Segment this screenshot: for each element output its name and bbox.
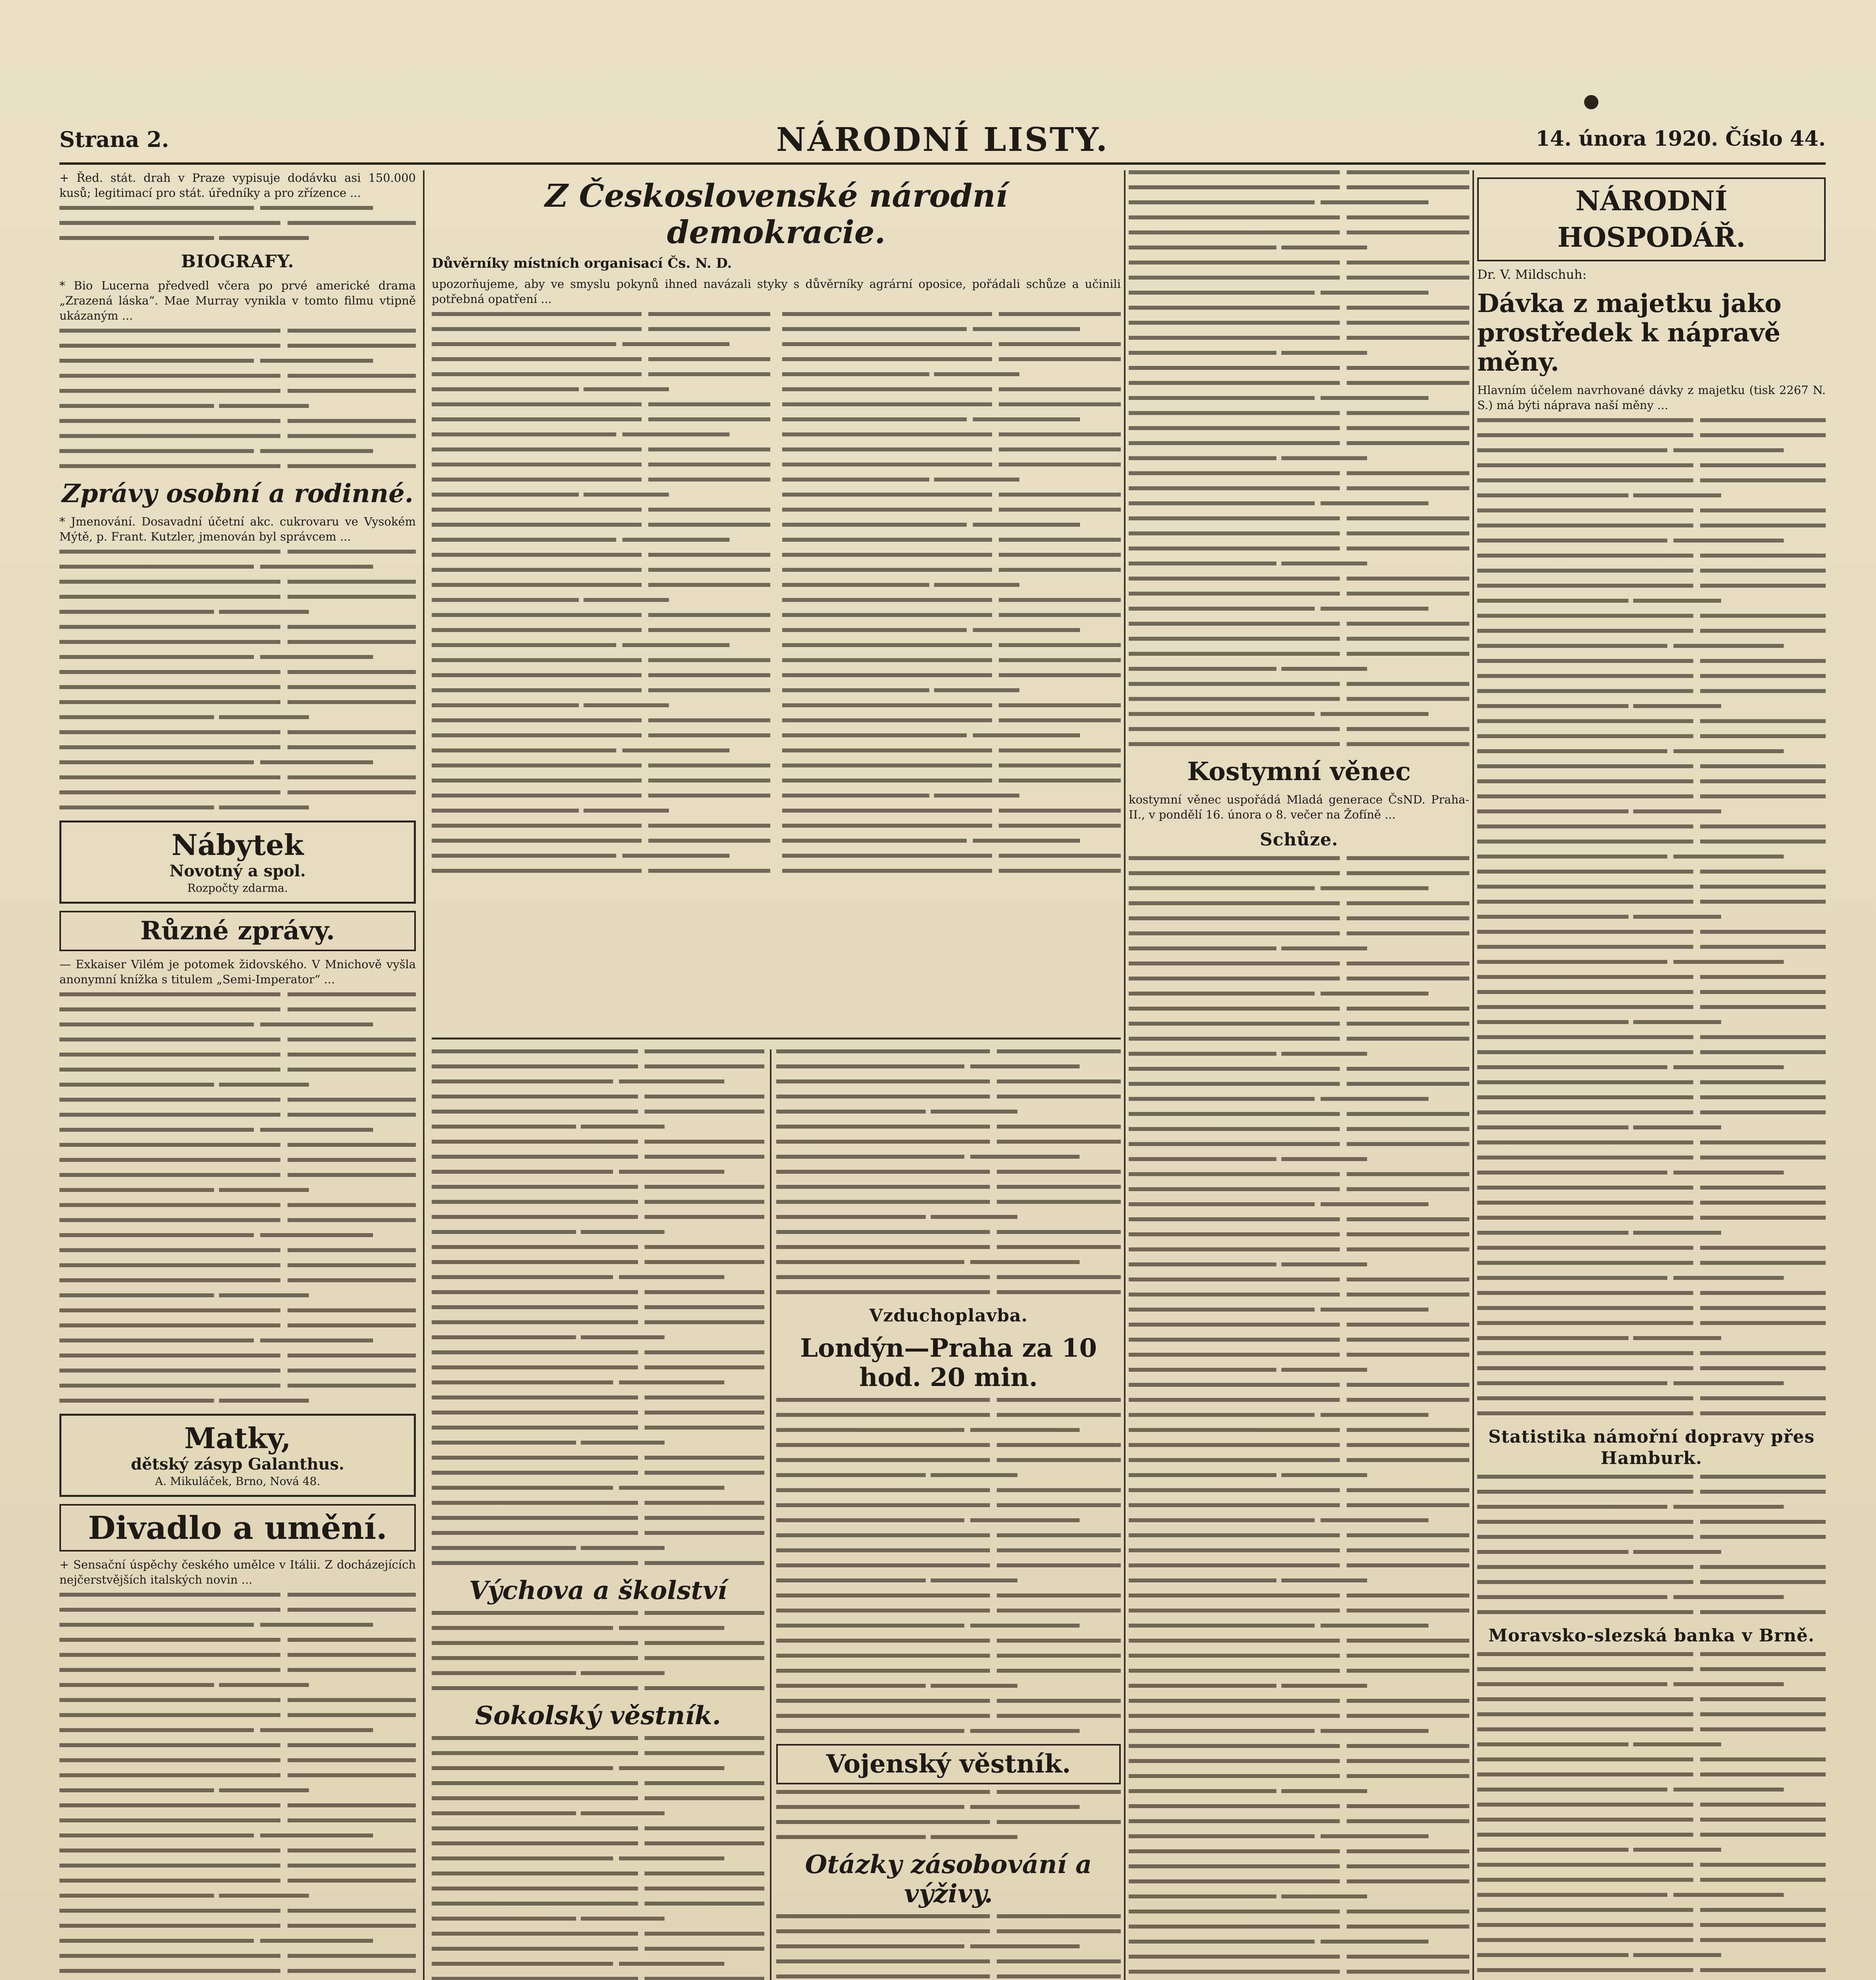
kostymni-venec-text: kostymní věnec uspořádá Mladá generace ČsND. Praha-II., v pondělí 16. února o 8. večer na Žofíně ... [1129,793,1469,821]
article-text: Hlavním účelem navrhované dávky z majetku (tisk 2267 N. S.) má býti náprava naší měny ... [1477,383,1826,412]
advertisement-galanthus [59,1414,416,1497]
ad-address: A. Mikuláček, Brno, Nová 48. [155,1475,320,1488]
issue-date: 14. února 1920. Číslo 44. [1535,127,1826,151]
column-divider [770,1049,771,1980]
section-heading-osobni: Zprávy osobní a rodinné. [62,479,413,508]
ad-company: Novotný a spol. [169,862,306,880]
notice-text: + Řed. stát. drah v Praze vypisuje dodávku asi 150.000 kusů; legitimací pro stát. úředníky a pro zřízence ... [59,171,416,200]
page-number: Strana 2. [59,127,169,152]
ad-product: dětský zásyp Galanthus. [131,1455,345,1474]
column-2-top [432,170,1121,1140]
subheading-vzduchoplavba: Vzduchoplavba. [869,1306,1028,1326]
column-2-lower-left [432,1049,764,1980]
column-4 [1477,170,1826,1980]
biografy-text: * Bio Lucerna předvedl včera po prvé americké drama „Zrazená láska“. Mae Murray vynikla v tomto filmu vtipně ukázaným ... [59,279,416,322]
section-heading-otazky: Otázky zásobování a výživy. [805,1850,1092,1909]
newspaper-title: NÁRODNÍ LISTY. [776,121,1109,159]
column-1 [59,170,416,1980]
demokracie-text: upozorňujeme, aby ve smyslu pokynů ihned navázali styky s důvěrníky agrární oposice, pořádali schůze a učinili potřebná opatření ... [432,277,1121,306]
headline-kostymni-venec: Kostymní věnec [1187,757,1411,786]
section-heading-vojensky: Vojenský věstník. [776,1744,1121,1784]
column-divider [1124,170,1126,1980]
section-heading-vychova: Výchova a školství [469,1576,727,1605]
section-heading-sokol: Sokolský věstník. [475,1701,721,1731]
ad-headline: Nábytek [171,828,304,862]
headline-statistika: Statistika námořní dopravy přes Hamburk. [1488,1427,1815,1468]
ad-note: Rozpočty zdarma. [187,881,288,895]
headline-londyn-praha: Londýn—Praha za 10 hod. 20 min. [800,1333,1097,1392]
headline-moravsko-slezska-banka: Moravsko-slezská banka v Brně. [1488,1626,1815,1646]
ad-headline: Matky, [184,1421,291,1455]
column-divider [423,170,425,1980]
article-author: Dr. V. Mildschuh: [1477,267,1587,282]
osobni-text: * Jmenování. Dosavadní účetní akc. cukrovaru ve Vysokém Mýtě, p. Frant. Kutzler, jmenován byl správcem ... [59,515,416,543]
section-heading-narodni-demokracie: Z Československé národní demokracie. [545,177,1008,251]
section-heading-biografy: BIOGRAFY. [181,251,294,272]
masthead [59,119,1826,165]
advertisement-nabytek [59,821,416,904]
article-title: Dávka z majetku jako prostředek k nápravě měny. [1477,289,1782,377]
column-2-lower-right [776,1049,1121,1980]
column-divider [1472,170,1474,1980]
ink-dot-icon [1584,95,1598,109]
section-heading-ruzne: Různé zprávy. [59,911,416,951]
subheading-schuze: Schůze. [1260,830,1338,850]
subheading-duvernici: Důvěrníky místních organisací Čs. N. D. [432,255,732,271]
ruzne-text: — Exkaiser Vilém je potomek židovského. V Mnichově vyšla anonymní knížka s titulem „Semi-Imperator“ ... [59,958,416,986]
section-heading-narodni-hospodar: NÁRODNÍ HOSPODÁŘ. [1477,177,1826,261]
section-heading-divadlo: Divadlo a umění. [59,1504,416,1552]
divadlo-text: + Sensační úspěchy českého umělce v Itálii. Z docházejících nejčerstvějších italských novin ... [59,1558,416,1586]
column-3 [1129,170,1469,1980]
